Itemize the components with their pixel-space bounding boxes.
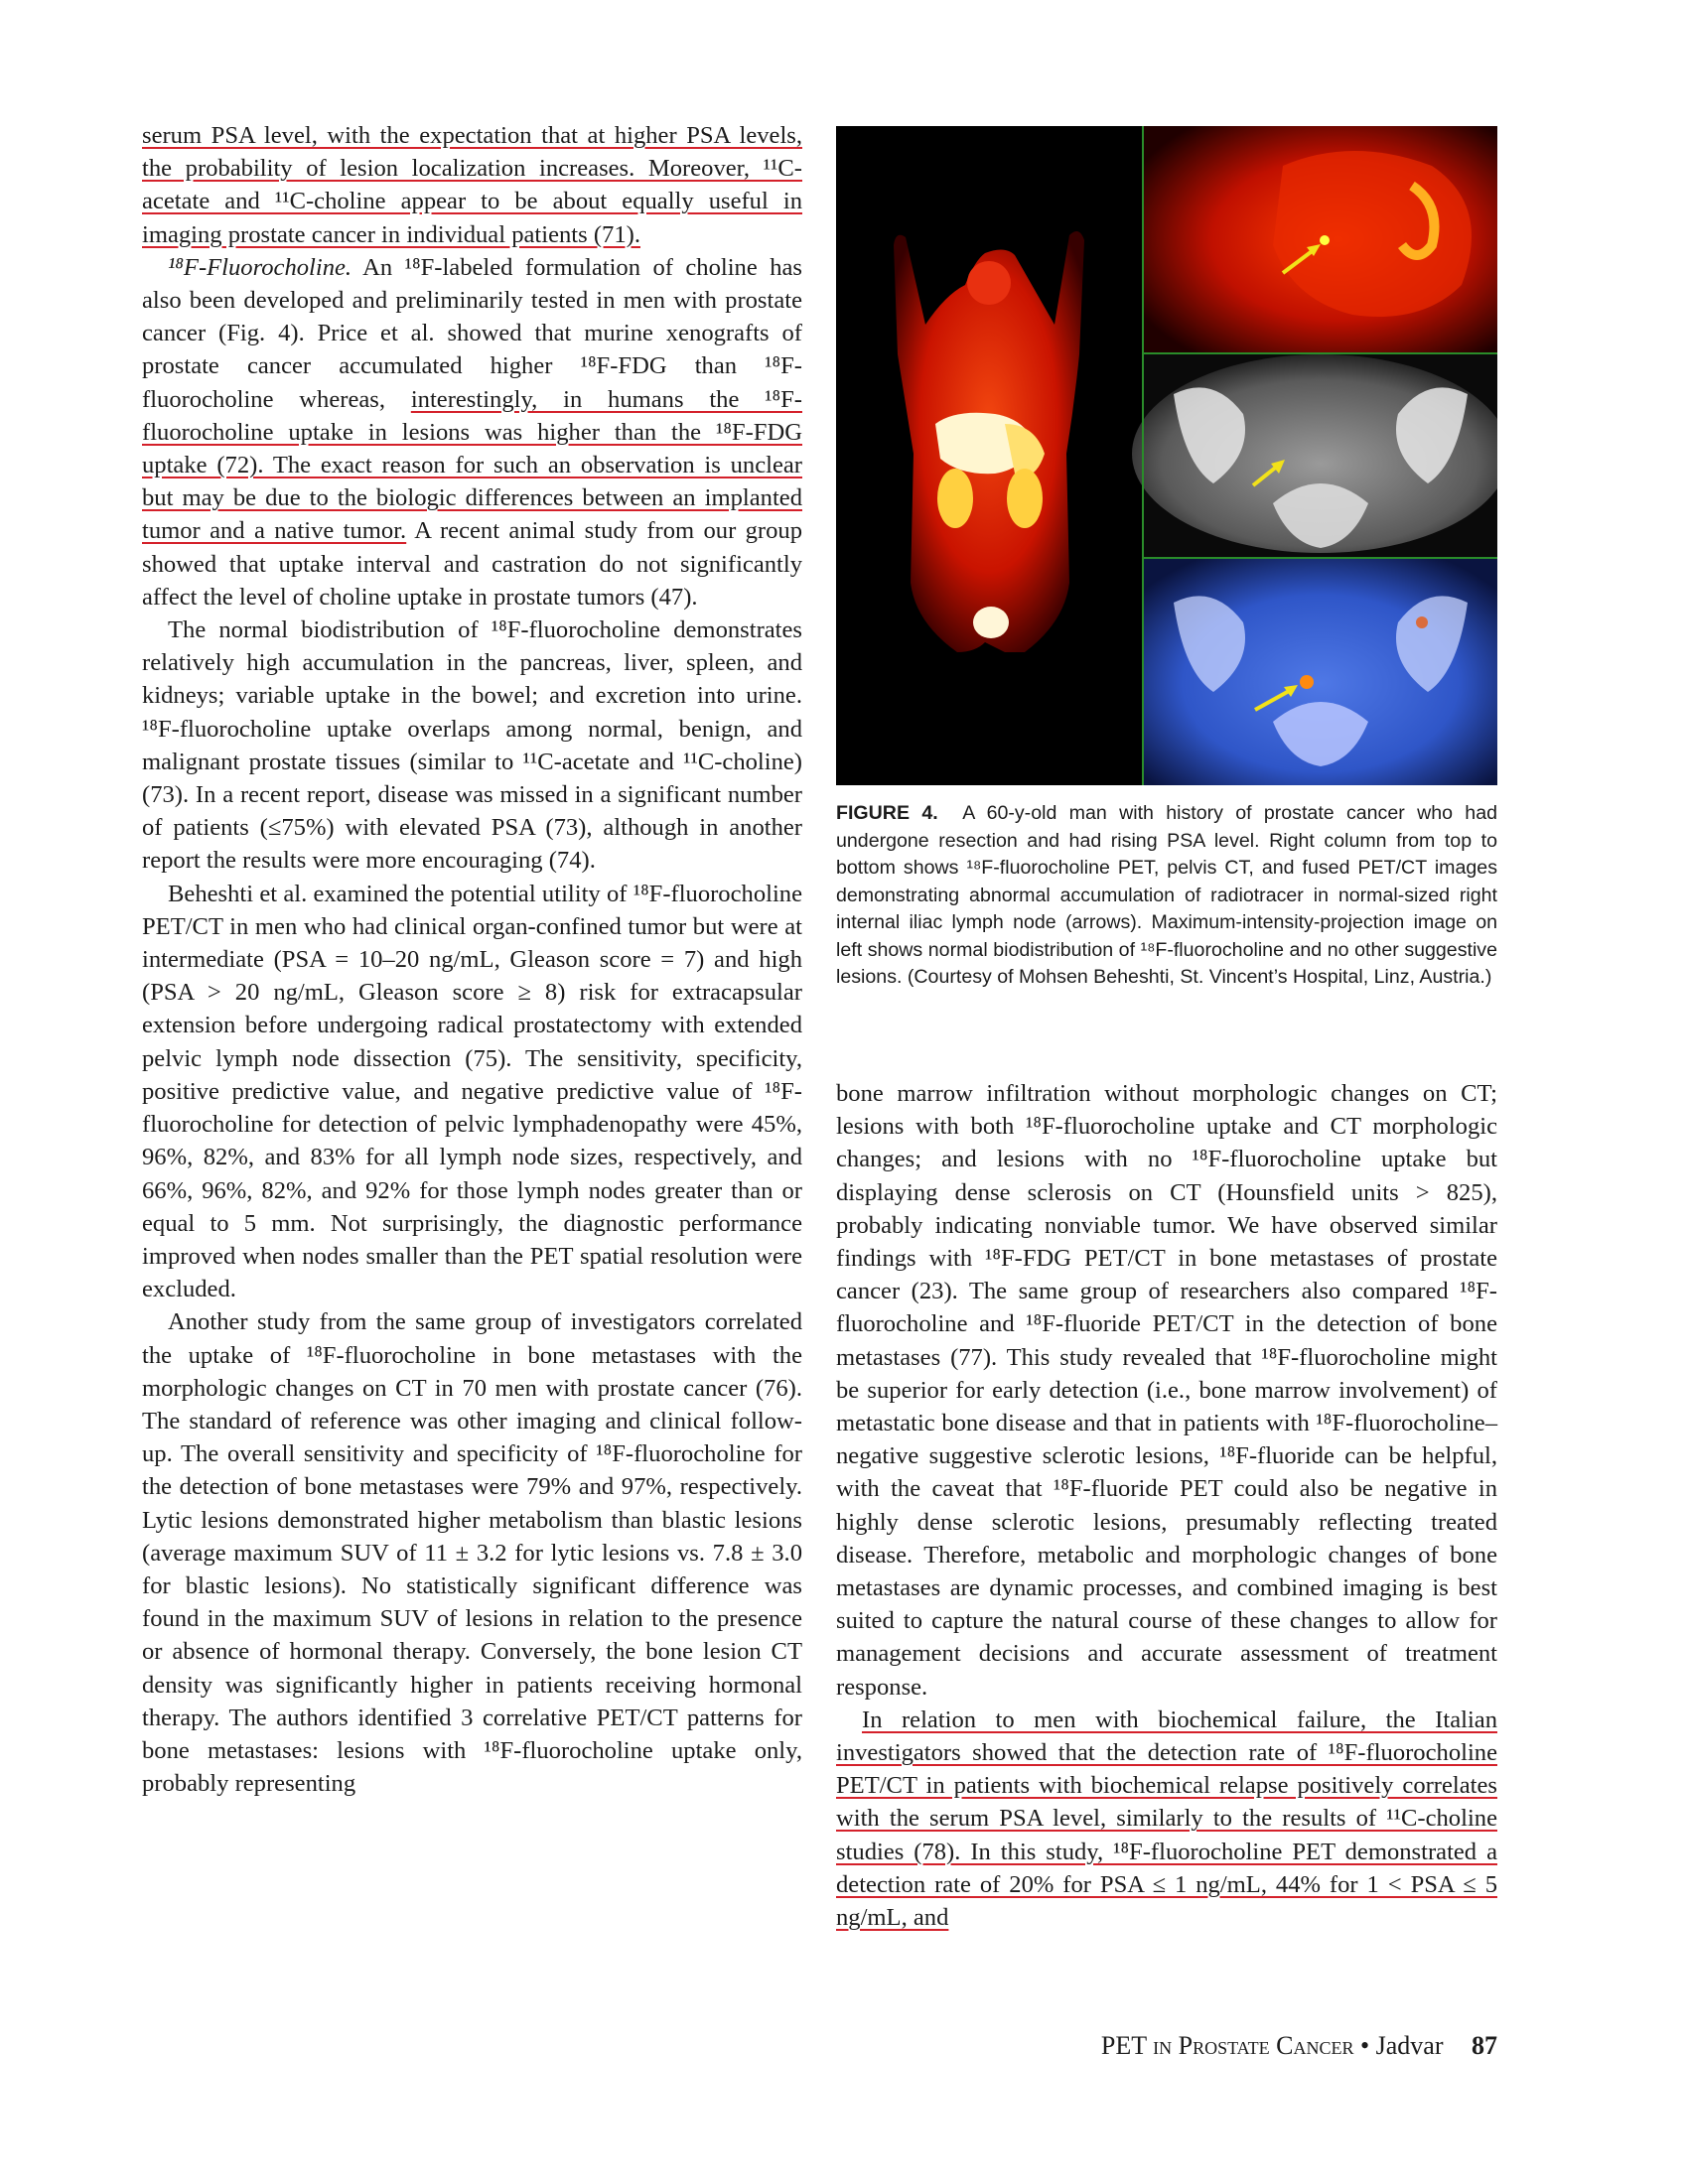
- running-author: Jadvar: [1375, 2031, 1444, 2060]
- right-text-column: [836, 1077, 1497, 1934]
- paragraph-fluorocholine: [142, 251, 802, 614]
- section-run-in-heading: ¹⁸F-Fluorocholine.: [168, 253, 352, 281]
- annotation-underline: interestingly, in humans the ¹⁸F-fluorocholine uptake in lesions was higher than the ¹⁸F-FDG uptake (72). The exact reason for such an observation is unclear but may be due to the biologic differences between an implanted tumor and a native tumor.: [142, 385, 802, 545]
- annotation-underline: In relation to men with biochemical failure, the Italian investigators showed that the detection rate of ¹⁸F-fluorocholine PET/CT in patients with biochemical relapse positively correlates with the serum PSA level, similarly to the results of ¹¹C-choline studies (78). In this study, ¹⁸F-fluorocholine PET demonstrated a detection rate of 20% for PSA ≤ 1 ng/mL, 44% for 1 < PSA ≤ 5 ng/mL, and: [836, 1706, 1497, 1932]
- paragraph-biodistribution: The normal biodistribution of ¹⁸F-fluorocholine demonstrates relatively high accumulation in the pancreas, liver, spleen, and kidneys; variable uptake in the bowel; and excretion into urine. ¹⁸F-fluorocholine uptake overlaps among normal, benign, and malignant prostate tissues (similar to ¹¹C-acetate and ¹¹C-choline) (73). In a recent report, disease was missed in a significant number of patients (≤75%) with elevated PSA (73), although in another report the results were more encouraging (74).: [142, 616, 802, 875]
- paragraph-text: A recent animal study from our group showed that uptake interval and castration do not significantly affect the level of choline uptake in prostate tumors (47).: [142, 517, 802, 611]
- annotation-underline: serum PSA level, with the expectation that at higher PSA levels, the probability of lesion localization increases. Moreover, ¹¹C-acetate and ¹¹C-choline appear to be about equally useful in imaging prostate cancer in individual patients (71).: [142, 122, 802, 248]
- running-title: PET in Prostate Cancer: [1100, 2031, 1354, 2060]
- paragraph-beheshti: Beheshti et al. examined the potential utility of ¹⁸F-fluorocholine PET/CT in men who had clinical organ-confined tumor but were at intermediate (PSA = 10–20 ng/mL, Gleason score = 7) and high (PSA > 20 ng/mL, Gleason score ≥ 8) risk for extracapsular extension before undergoing radical prostatectomy with extended pelvic lymph node dissection (75). The sensitivity, specificity, positive predictive value, and negative predictive value of ¹⁸F-fluorocholine for detection of pelvic lymphadenopathy were 45%, 96%, 82%, and 83% for all lymph node sizes, respectively, and 66%, 96%, 82%, and 92% for those lymph nodes greater than or equal to 5 mm. Not surprisingly, the diagnostic performance improved when nodes smaller than the PET spatial resolution were excluded.: [142, 880, 802, 1303]
- figure-caption: [836, 800, 1497, 992]
- footer-bullet: •: [1360, 2031, 1370, 2060]
- fused-lesion-hotspot: [1300, 675, 1314, 689]
- figure-caption-text: A 60-y-old man with history of prostate cancer who had undergone resection and had rising PSA level. Right column from top to bottom shows ¹⁸F-fluorocholine PET, pelvis CT, and fused PET/CT images demonstrating abnormal accumulation of radiotracer in normal-sized right internal iliac lymph node (arrows). Maximum-intensity-projection image on left shows normal biodistribution of ¹⁸F-fluorocholine and no other suggestive lesions. (Courtesy of Mohsen Beheshti, St. Vincent’s Hospital, Linz, Austria.): [836, 802, 1498, 988]
- paragraph-bone-metastases: Another study from the same group of investigators correlated the uptake of ¹⁸F-fluorocholine in bone metastases with the morphologic changes on CT in 70 men with prostate cancer (76). The standard of reference was other imaging and clinical follow-up. The overall sensitivity and specificity of ¹⁸F-fluorocholine for the detection of bone metastases were 79% and 97%, respectively. Lytic lesions demonstrated higher metabolism than blastic lesions (average maximum SUV of 11 ± 3.2 for lytic lesions vs. 7.8 ± 3.0 for blastic lesions). No statistically significant difference was found in the maximum SUV of lesions in relation to the presence or absence of hormonal therapy. Conversely, the bone lesion CT density was significantly higher in patients receiving hormonal therapy. The authors identified 3 correlative PET/CT patterns for bone metastases: lesions with ¹⁸F-fluorocholine uptake only, probably representing: [142, 1308, 802, 1798]
- page-number: 87: [1472, 2031, 1497, 2060]
- figure-4-image: [836, 126, 1497, 785]
- figure-4-panels: [836, 126, 1497, 785]
- paragraph-continued: bone marrow infiltration without morphologic changes on CT; lesions with both ¹⁸F-fluorocholine uptake and CT morphologic changes; and lesions with no ¹⁸F-fluorocholine uptake but displaying dense sclerosis on CT (Hounsfield units > 825), probably indicating nonviable tumor. We have observed similar findings with ¹⁸F-FDG PET/CT in bone metastases of prostate cancer (23). The same group of researchers also compared ¹⁸F-fluorocholine and ¹⁸F-fluoride PET/CT in the detection of bone metastases (77). This study revealed that ¹⁸F-fluorocholine might be superior for early detection (i.e., bone marrow involvement) of metastatic bone disease and that in patients with ¹⁸F-fluorocholine–negative suggestive sclerotic lesions, ¹⁸F-fluoride can be helpful, with the caveat that ¹⁸F-fluoride PET could also be negative in highly dense sclerotic lesions, presumably reflecting treated disease. Therefore, metabolic and morphologic changes of bone metastases are dynamic processes, and combined imaging is best suited to capture the natural course of these changes to allow for management decisions and accurate assessment of treatment response.: [836, 1080, 1497, 1701]
- left-text-column: [142, 119, 802, 1800]
- pet-lesion-hotspot: [1320, 235, 1330, 245]
- paragraph-biochemical-failure: [836, 1704, 1497, 1934]
- paragraph-continued: [142, 119, 802, 251]
- paragraph-text: An ¹⁸F-labeled formulation of choline has also been developed and preliminarily tested in men with prostate cancer (Fig. 4). Price et al. showed that murine xenografts of prostate cancer accumulated higher ¹⁸F-FDG than ¹⁸F-fluorocholine whereas,: [142, 253, 802, 413]
- page-footer: [1003, 2031, 1497, 2061]
- figure-label: FIGURE 4.: [836, 802, 938, 824]
